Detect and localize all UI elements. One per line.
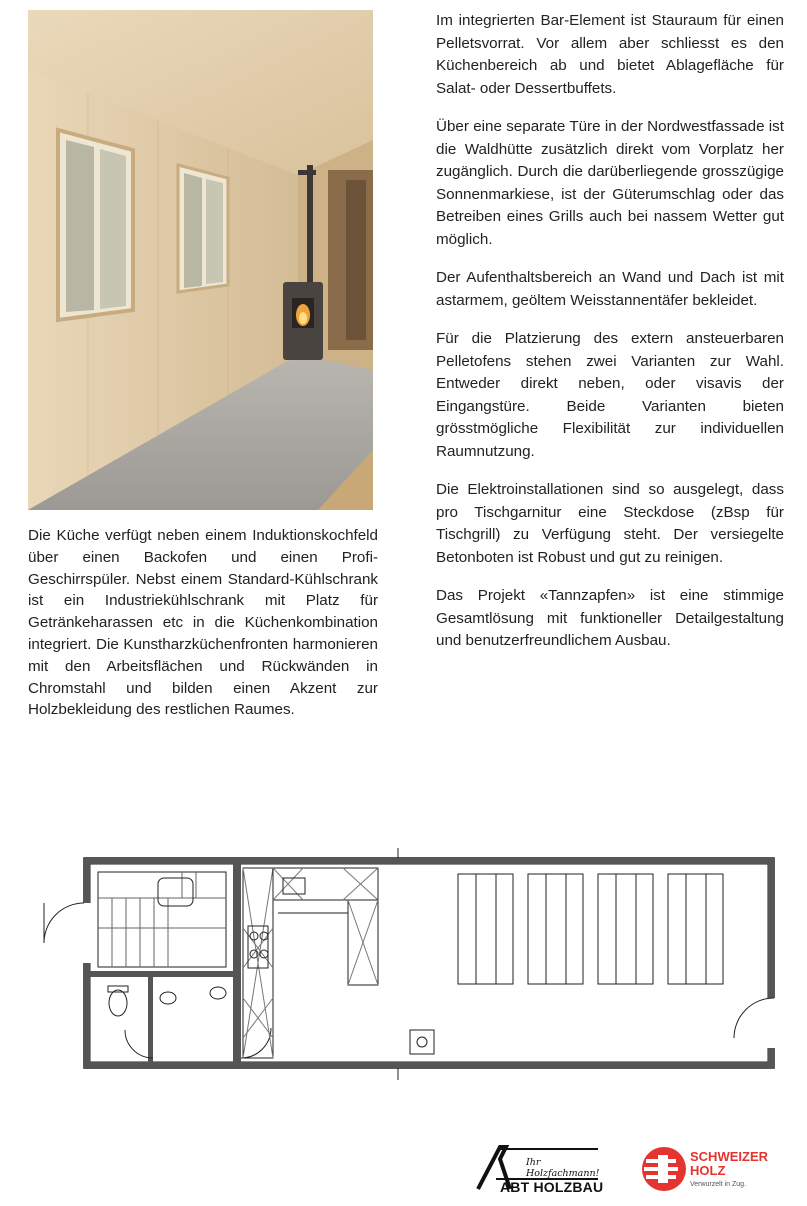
abt-holzbau-logo: [474, 1143, 604, 1193]
schweizer-holz-tagline: Verwurzelt in Zug.: [690, 1181, 747, 1188]
floor-plan: [28, 838, 780, 1090]
swiss-cross-icon: [640, 1145, 688, 1193]
right-text-column: [436, 10, 784, 669]
abt-company-name: ABT HOLZBAU: [500, 1179, 604, 1195]
floor-plan-drawing: [28, 838, 780, 1090]
interior-illustration: [28, 10, 373, 510]
schweizer-holz-logo: [640, 1143, 780, 1195]
paragraph-pellet-stove: Für die Platzierung des extern ansteuerbaren Pelletofens stehen zwei Varianten zur Wahl. Entweder direkt neben, oder visavis der Eingangstüre. Beide Varianten bieten grösstmögliche Flexibilität zur individuellen Raumnutzung.: [436, 330, 784, 460]
interior-photo: [28, 10, 373, 510]
paragraph-bar-element: Im integrierten Bar-Element ist Stauraum für einen Pelletsvorrat. Vor allem aber schliesst es den Küchenbereich ab und bietet Ablagefläche für Salat- oder Dessertbuffets.: [436, 12, 784, 97]
abt-tagline: Ihr Holzfachmann!: [526, 1157, 600, 1179]
paragraph-project-summary: Das Projekt «Tannzapfen» ist eine stimmige Gesamtlösung mit funktioneller Detailgestaltung und benutzerfreundlichem Ausbau.: [436, 587, 784, 649]
paragraph-electrical: Die Elektroinstallationen sind so ausgelegt, dass pro Tischgarnitur eine Steckdose (zBsp für Tischgrill) zu Verfügung steht. Der versiegelte Betonboten ist Robust und gut zu reinigen.: [436, 481, 784, 566]
paragraph-wall-cladding: Der Aufenthaltsbereich an Wand und Dach ist mit astarmem, geöltem Weisstannentäfer bekleidet.: [436, 269, 784, 309]
kitchen-paragraph: Die Küche verfügt neben einem Induktionskochfeld über einen Backofen und einen Profi-Geschirrspüler. Nebst einem Standard-Kühlschrank ist ein Industriekühlschrank mit Platz für Getränkeharassen etc in die Küchenkombination integriert. Die Kunstharzküchenfronten harmonieren mit den Arbeitsflächen und Rückwänden in Chromstahl und bilden einen Akzent zur Holzbekleidung des restlichen Raumes.: [28, 527, 378, 719]
paragraph-separate-door: Über eine separate Türe in der Nordwestfassade ist die Waldhütte zusätzlich direkt vom Vorplatz her zugänglich. Durch die darüberliegende grosszügige Sonnenmarkiese, ist der Güterumschlag oder das Betreiben eines Grills auch bei nassem Wetter gut möglich.: [436, 118, 784, 248]
schweizer-holz-line2: HOLZ: [690, 1163, 726, 1178]
schweizer-holz-line1: SCHWEIZER: [690, 1149, 768, 1164]
